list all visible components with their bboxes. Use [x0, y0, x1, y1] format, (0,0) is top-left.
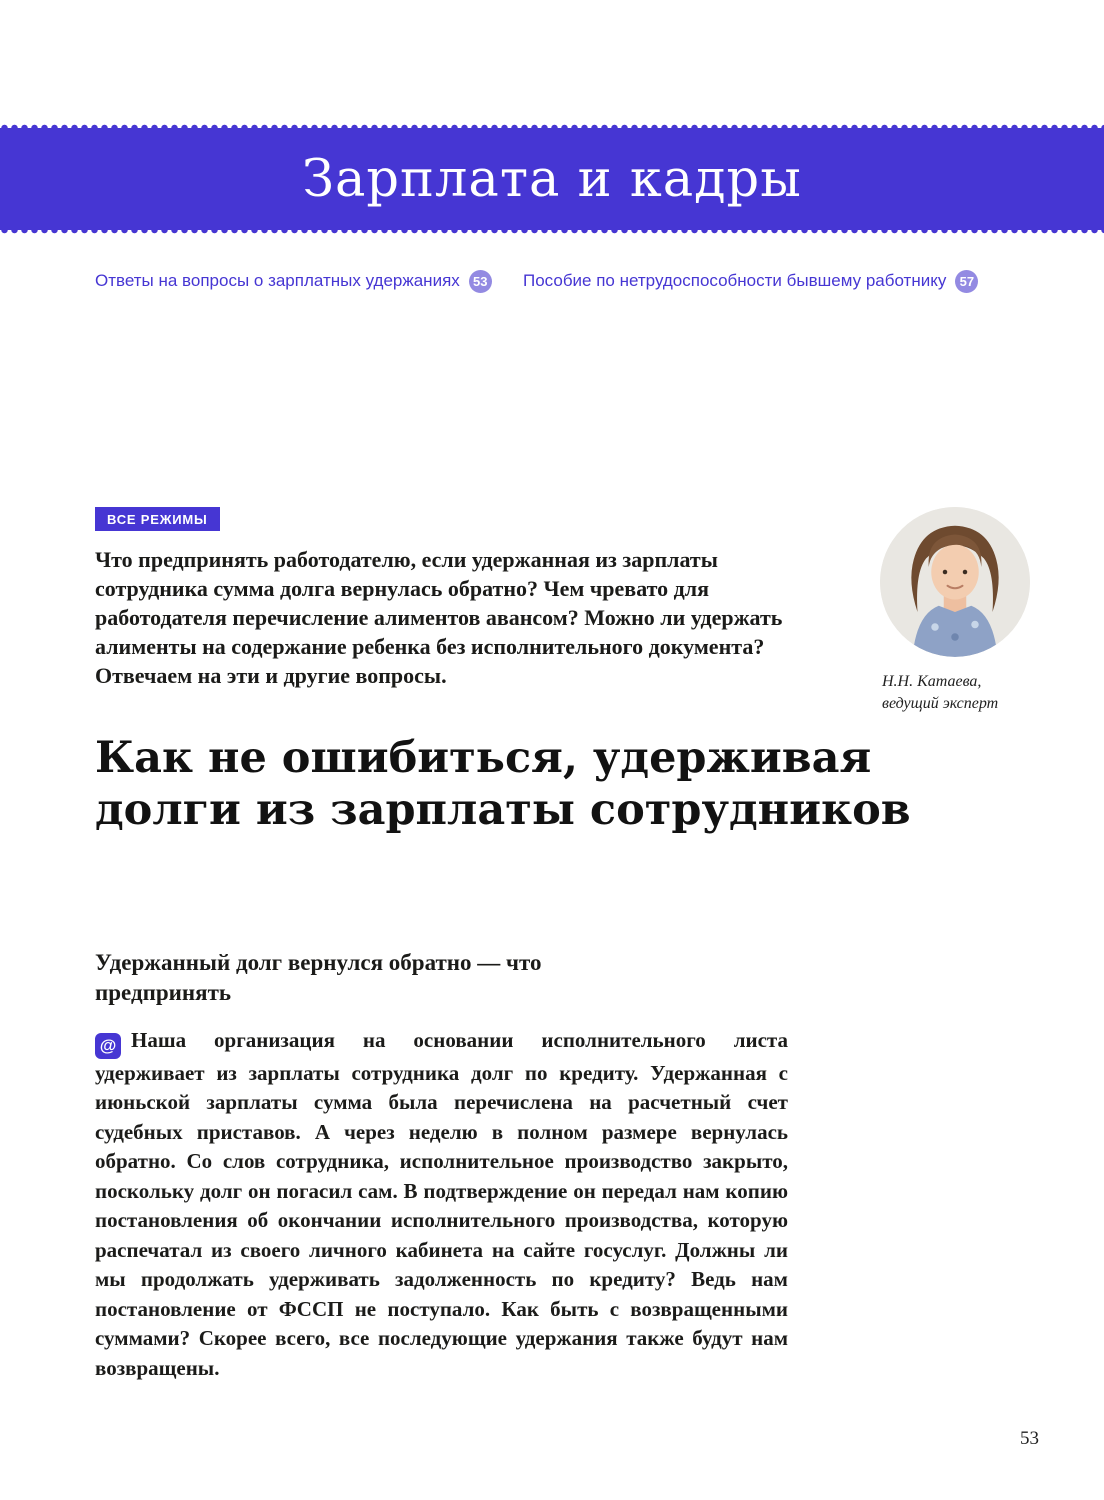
section-heading: Удержанный долг вернулся обратно — что предпринять [95, 950, 542, 1005]
question-text: Наша организация на основании исполнительного листа удерживает из зарплаты сотрудника долг по кредиту. Удержанная с июньской зарплаты сумма была перечислена на расчетный счет судебных приставов. А через неделю в полном размере вернулась обратно. Со слов сотрудника, исполнительное производство закрыто, поскольку долг он погасил сам. В подтверждение он передал нам копию постановления об окончании исполнительного производства, которую распечатал из своего личного кабинета на сайте госуслуг. Должны ли мы продолжать удерживать задолженность по кредиту? Ведь нам постановление от ФССП не поступало. Как быть с возвращенными суммами? Скорее всего, все последующие удержания также будут нам возвращены. [95, 1028, 788, 1380]
banner-title: Зарплата и кадры [302, 149, 802, 209]
toc-item-disability-benefit[interactable] [523, 270, 978, 293]
article-intro [95, 507, 1010, 714]
author-caption [882, 671, 1035, 714]
regime-badge: ВСЕ РЕЖИМЫ [95, 507, 220, 531]
reader-question [95, 1026, 788, 1383]
toc-item-label: Пособие по нетрудоспособности бывшему работнику [523, 271, 947, 291]
intro-column [95, 507, 790, 690]
page-number-badge: 57 [955, 270, 978, 293]
toc [95, 270, 1015, 293]
toc-item-withholdings[interactable] [95, 270, 523, 293]
article-lead: Что предпринять работодателю, если удержанная из зарплаты сотрудника сумма долга вернулась обратно? Чем чревато для работодателя перечисление алиментов авансом? Можно ли удержать алименты на содержание ребенка без исполнительного документа? Отвечаем на эти и другие вопросы. [95, 547, 783, 688]
article-title: Как не ошибиться, удерживая долги из зарплаты сотрудников [95, 733, 911, 836]
page-number-badge: 53 [469, 270, 492, 293]
page-number: 53 [1020, 1428, 1039, 1449]
author-photo [880, 507, 1030, 657]
section-banner [0, 128, 1104, 230]
author-name: Н.Н. Катаева, [882, 673, 982, 690]
author-role: ведущий эксперт [882, 694, 999, 712]
portrait-illustration [880, 507, 1030, 657]
toc-item-label: Ответы на вопросы о зарплатных удержаниях [95, 271, 460, 291]
at-icon: @ [95, 1033, 121, 1059]
author-block [880, 507, 1035, 714]
